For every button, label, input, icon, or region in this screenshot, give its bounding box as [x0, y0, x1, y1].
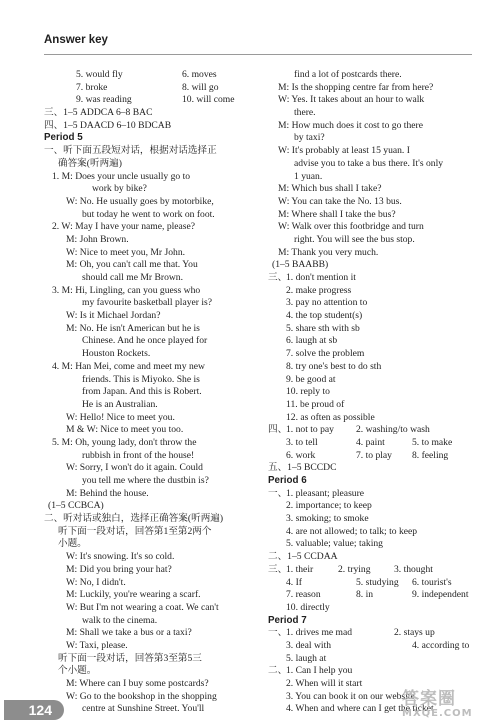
answer-line	[44, 259, 262, 272]
answer-text: 4. according to	[412, 639, 470, 651]
answer-line	[44, 386, 262, 399]
answer-line	[44, 234, 262, 247]
answer-line	[44, 703, 262, 716]
answer-line	[44, 348, 262, 361]
answer-text: 个小题。	[58, 665, 97, 677]
watermark-line1: 答案圈	[402, 689, 456, 709]
answer-text: 二、1–5 CCDAA	[268, 551, 338, 563]
answer-line	[268, 564, 478, 577]
answer-text: 3. pay no attention to	[286, 297, 368, 309]
answer-text: friends. This is Miyoko. She is	[82, 373, 200, 385]
answer-text: (1–5 BAABB)	[272, 259, 329, 271]
answer-line	[268, 259, 478, 272]
answer-text: 7. to play	[356, 449, 392, 461]
answer-line	[44, 577, 262, 590]
answer-text: 1. Can I help you	[286, 665, 353, 677]
answer-text: 5. laugh at	[286, 652, 327, 664]
answer-line	[268, 171, 478, 184]
answer-line	[44, 209, 262, 222]
answer-line	[268, 272, 478, 285]
answer-text: 9. independent	[412, 589, 469, 601]
answer-text: 五、1–5 BCCDC	[268, 462, 337, 474]
answer-text: 10. reply to	[286, 386, 330, 398]
answer-text: M: How much does it cost to go there	[278, 119, 423, 131]
answer-line	[44, 475, 262, 488]
answer-text: M: Where can I buy some postcards?	[66, 678, 209, 689]
answer-text: walk to the cinema.	[82, 614, 158, 626]
answer-text: 四、	[268, 424, 288, 436]
answer-text: right. You will see the bus stop.	[294, 233, 415, 245]
answer-line	[268, 437, 478, 450]
answer-text: 1. pleasant; pleasure	[286, 487, 365, 499]
answer-text: 5. studying	[356, 576, 399, 588]
answer-line	[268, 335, 478, 348]
answer-line	[44, 145, 262, 158]
answer-line	[268, 551, 478, 564]
answer-line	[268, 513, 478, 526]
answer-line	[44, 285, 262, 298]
answer-text: 11. be proud of	[286, 398, 345, 410]
answer-text: 3. smoking; to smoke	[286, 513, 369, 525]
answer-text: Chinese. And he once played for	[82, 335, 208, 347]
answer-text: 6. tourist's	[412, 576, 452, 588]
answer-line	[44, 399, 262, 412]
answer-text: 9. was reading	[76, 94, 132, 106]
answer-line	[44, 653, 262, 666]
answer-text: 7. reason	[286, 589, 321, 601]
answer-line	[268, 399, 478, 412]
watermark-logo	[402, 690, 492, 722]
answer-text: W: But I'm not wearing a coat. We can't	[66, 601, 219, 613]
answer-text: 8. try one's best to do sth	[286, 360, 382, 372]
answer-line	[44, 564, 262, 577]
answer-line	[268, 412, 478, 425]
answer-text: W: Yes. It takes about an hour to walk	[278, 94, 425, 106]
answer-text: 8. will go	[182, 81, 219, 93]
answer-text: 听下面一段对话，回答第1至第2两个	[58, 525, 212, 537]
answer-line	[44, 424, 262, 437]
answer-text: (1–5 CCBCA)	[48, 500, 104, 512]
answer-text: should call me Mr Brown.	[82, 272, 183, 283]
answer-line	[44, 374, 262, 387]
answer-text: 1. their	[286, 563, 314, 575]
answer-text: 6. work	[286, 449, 316, 461]
answer-line	[268, 297, 478, 310]
answer-line	[44, 82, 262, 95]
answer-text: Houston Rockets.	[82, 348, 151, 360]
answer-line	[268, 69, 478, 82]
answer-text: M: Did you bring your hat?	[66, 563, 172, 575]
watermark-line2: MXQE.COM	[402, 708, 473, 719]
answer-line	[268, 158, 478, 171]
answer-text: He is an Australian.	[82, 398, 158, 410]
answer-text: 2. trying	[338, 563, 371, 575]
answer-line	[268, 602, 478, 615]
answer-line	[44, 221, 262, 234]
answer-text: 三、1–5 ADDCA 6–8 BAC	[44, 107, 153, 119]
answer-text: there.	[294, 107, 316, 119]
answer-line	[268, 386, 478, 399]
answer-text: W: No. He usually goes by motorbike,	[66, 195, 214, 207]
answer-line	[44, 183, 262, 196]
answer-line	[268, 221, 478, 234]
answer-text: but today he went to work on foot.	[82, 208, 215, 220]
answer-text: 4. M: Han Mei, come and meet my new	[52, 360, 205, 372]
answer-line	[44, 323, 262, 336]
answer-text: W: Is it Michael Jordan?	[66, 310, 161, 322]
answer-line	[268, 348, 478, 361]
answer-line	[44, 551, 262, 564]
answer-text: W: You can take the No. 13 bus.	[278, 195, 402, 207]
answer-line	[268, 323, 478, 336]
answer-line	[268, 196, 478, 209]
answer-line	[44, 538, 262, 551]
answer-text: 4. paint	[356, 436, 385, 448]
answer-text: 确答案(听两遍)	[58, 157, 122, 169]
answer-text: 一、	[268, 487, 288, 499]
answer-line	[268, 132, 478, 145]
answer-line	[44, 247, 262, 260]
answer-text: 5. would fly	[76, 69, 123, 80]
answer-text: 8. feeling	[412, 449, 449, 461]
answer-text: 10. will come	[182, 94, 235, 106]
answer-line	[44, 602, 262, 615]
answer-text: M: Shall we take a bus or a taxi?	[66, 627, 192, 639]
answer-text: Period 7	[268, 614, 307, 626]
section-heading	[44, 132, 262, 145]
answer-text: 小题。	[58, 538, 87, 550]
answer-text: W: Walk over this footbridge and turn	[278, 221, 424, 233]
answer-line	[44, 450, 262, 463]
section-heading	[268, 475, 478, 488]
answer-line	[268, 310, 478, 323]
right-column	[268, 69, 478, 716]
answer-line	[268, 488, 478, 501]
section-heading	[268, 615, 478, 628]
answer-text: work by bike?	[92, 183, 147, 195]
answer-text: W: Hello! Nice to meet you.	[66, 411, 175, 423]
answer-text: 一、听下面五段短对话，根据对话选择正	[44, 145, 217, 157]
answer-text: 3. thought	[394, 563, 433, 575]
answer-text: M: No. He isn't American but he is	[66, 322, 200, 334]
answer-line	[268, 94, 478, 107]
answer-text: centre at Sunshine Street. You'll	[82, 703, 205, 715]
answer-text: advise you to take a bus there. It's only	[294, 157, 444, 169]
answer-text: you tell me where the dustbin is?	[82, 475, 209, 486]
answer-text: 5. share sth with sb	[286, 322, 360, 334]
answer-line	[44, 158, 262, 171]
answer-line	[268, 209, 478, 222]
answer-text: W: No, I didn't.	[66, 576, 126, 588]
answer-text: 4. If	[286, 576, 302, 588]
answer-line	[44, 412, 262, 425]
answer-text: 4. the top student(s)	[286, 310, 363, 322]
answer-line	[268, 577, 478, 590]
answer-text: W: Go to the bookshop in the shopping	[66, 690, 217, 702]
answer-line	[268, 640, 478, 653]
answer-line	[44, 678, 262, 691]
answer-text: 3. M: Hi, Lingling, can you guess who	[52, 284, 201, 296]
answer-line	[44, 615, 262, 628]
answer-text: 6. moves	[182, 69, 217, 80]
answer-text: 二、	[268, 665, 288, 677]
answer-text: W: Nice to meet you, Mr John.	[66, 246, 186, 258]
answer-text: W: Taxi, please.	[66, 639, 128, 651]
answer-line	[268, 462, 478, 475]
answer-text: 3. You can book it on our website	[286, 690, 415, 702]
answer-text: 5. to make	[412, 436, 453, 448]
answer-line	[44, 297, 262, 310]
answer-line	[44, 107, 262, 120]
answer-text: 2. stays up	[394, 627, 435, 639]
answer-text: 5. M: Oh, young lady, don't throw the	[52, 436, 197, 448]
answer-text: 4. are not allowed; to talk; to keep	[286, 525, 418, 537]
answer-text: 12. as often as possible	[286, 411, 375, 423]
answer-line	[268, 361, 478, 374]
answer-text: 7. solve the problem	[286, 348, 365, 360]
answer-text: Period 5	[44, 132, 83, 144]
answer-line	[44, 272, 262, 285]
answer-text: M: John Brown.	[66, 233, 129, 245]
answer-line	[44, 500, 262, 513]
answer-line	[268, 450, 478, 463]
answer-text: 1. drives me mad	[286, 627, 353, 639]
answer-line	[268, 424, 478, 437]
answer-line	[44, 513, 262, 526]
answer-line	[268, 500, 478, 513]
answer-line	[268, 589, 478, 602]
answer-text: my favourite basketball player is?	[82, 297, 213, 309]
answer-text: 4. When and where can I get the ticket	[286, 703, 434, 715]
answer-line	[268, 285, 478, 298]
page-number: 124	[28, 702, 52, 718]
answer-line	[44, 94, 262, 107]
answer-line	[44, 310, 262, 323]
answer-line	[44, 691, 262, 704]
answer-line	[44, 69, 262, 82]
answer-text: M: Where shall I take the bus?	[278, 208, 396, 220]
answer-line	[268, 374, 478, 387]
answer-text: 3. deal with	[286, 639, 332, 651]
answer-text: 2. W: May I have your name, please?	[52, 221, 196, 233]
answer-text: M: Which bus shall I take?	[278, 183, 382, 195]
answer-text: M: Luckily, you're wearing a scarf.	[66, 589, 201, 601]
answer-text: 3. to tell	[286, 436, 318, 448]
answer-text: 1 yuan.	[294, 170, 323, 182]
answer-line	[268, 665, 478, 678]
answer-line	[268, 120, 478, 133]
answer-line	[44, 335, 262, 348]
answer-line	[44, 462, 262, 475]
answer-line	[268, 82, 478, 95]
answer-text: Period 6	[268, 475, 307, 486]
answer-line	[44, 526, 262, 539]
answer-text: find a lot of postcards there.	[294, 69, 402, 80]
page-number-badge	[4, 700, 64, 720]
answer-line	[44, 665, 262, 678]
answer-text: M: Oh, you can't call me that. You	[66, 259, 198, 271]
answer-text: 二、听对话或独白，选择正确答案(听两遍)	[44, 513, 224, 525]
answer-line	[44, 627, 262, 640]
answer-line	[268, 526, 478, 539]
answer-text: rubbish in front of the house!	[82, 449, 195, 461]
answer-text: 1. M: Does your uncle usually go to	[52, 170, 191, 182]
answer-line	[268, 627, 478, 640]
answer-text: 三、	[268, 563, 288, 575]
answer-text: by taxi?	[294, 132, 325, 144]
header-divider	[44, 54, 472, 55]
answer-line	[268, 107, 478, 120]
answer-line	[268, 538, 478, 551]
answer-text: 5. valuable; value; taking	[286, 538, 383, 550]
answer-text: W: It's probably at least 15 yuan. I	[278, 145, 410, 157]
answer-line	[44, 120, 262, 133]
answer-line	[44, 640, 262, 653]
answer-text: W: It's snowing. It's so cold.	[66, 551, 175, 563]
answer-text: 1. not to pay	[286, 424, 334, 436]
answer-text: 10. directly	[286, 601, 330, 613]
answer-line	[268, 234, 478, 247]
answer-line	[44, 196, 262, 209]
answer-line	[268, 247, 478, 260]
answer-line	[44, 361, 262, 374]
answer-text: 一、	[268, 627, 288, 639]
answer-line	[44, 437, 262, 450]
answer-text: W: Sorry, I won't do it again. Could	[66, 462, 203, 474]
answer-text: 2. When will it start	[286, 678, 363, 689]
answer-line	[268, 653, 478, 666]
answer-text: 8. in	[356, 589, 374, 601]
answer-text: 四、1–5 DAACD 6–10 BDCAB	[44, 119, 172, 131]
answer-line	[44, 171, 262, 184]
answer-text: M: Behind the house.	[66, 487, 149, 499]
page-header-title: Answer key	[44, 34, 108, 46]
answer-line	[44, 589, 262, 602]
answer-text: 2. importance; to keep	[286, 500, 372, 512]
answer-text: 三、	[268, 272, 288, 283]
answer-line	[44, 488, 262, 501]
answer-text: 9. be good at	[286, 373, 336, 385]
answer-text: M & W: Nice to meet you too.	[66, 424, 184, 436]
answer-text: M: Is the shopping centre far from here?	[278, 81, 434, 93]
left-column	[44, 69, 262, 716]
answer-text: from Japan. And this is Robert.	[82, 386, 202, 398]
answer-line	[268, 145, 478, 158]
answer-text: 听下面一段对话，回答第3至第5三	[58, 652, 202, 664]
answer-text: 2. washing/to wash	[356, 424, 430, 436]
answer-line	[268, 183, 478, 196]
answer-text: 1. don't mention it	[286, 272, 356, 283]
answer-text: 6. laugh at sb	[286, 335, 338, 347]
answer-text: 2. make progress	[286, 284, 352, 296]
answer-text: M: Thank you very much.	[278, 246, 379, 258]
answer-text: 7. broke	[76, 81, 108, 93]
